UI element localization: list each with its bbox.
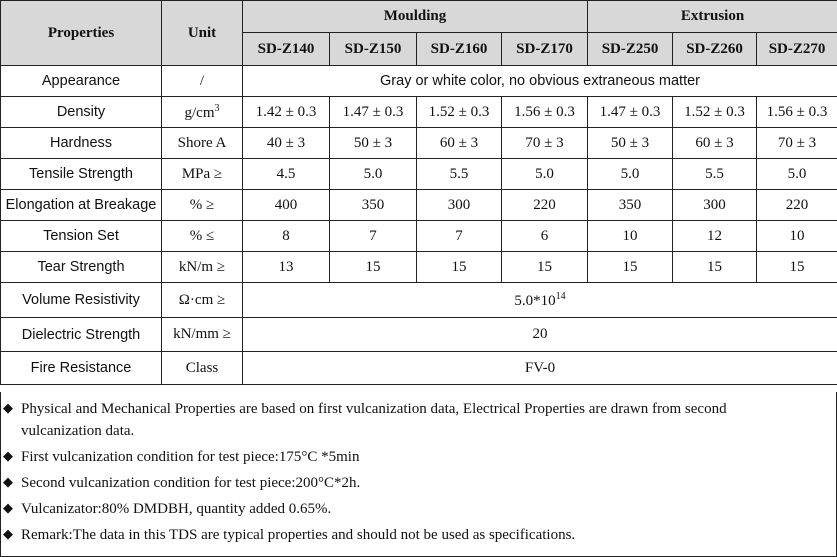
value-cell: 6 [502,221,588,252]
table-row [1,352,837,385]
unit-cell: kN/mm ≥ [162,318,243,352]
unit-cell: % ≥ [162,190,243,221]
value-cell: 220 [757,190,837,221]
spanned-value: FV-0 [243,352,837,385]
value-cell: 12 [673,221,757,252]
property-label: Density [1,97,162,128]
value-cell: 60 ± 3 [417,128,502,159]
property-label: Elongation at Breakage [1,190,162,221]
value-cell: 300 [417,190,502,221]
header-model: SD-Z270 [757,33,837,66]
value-cell: 400 [243,190,330,221]
value-cell: 300 [673,190,757,221]
header-model: SD-Z250 [588,33,673,66]
property-label: Appearance [1,66,162,97]
unit-cell: Class [162,352,243,385]
value-cell: 5.5 [417,159,502,190]
note-text: First vulcanization condition for test piece:175°C *5min [21,449,360,465]
header-model: SD-Z140 [243,33,330,66]
value-cell: 70 ± 3 [502,128,588,159]
unit-sup: 3 [214,102,220,114]
value-cell: 7 [330,221,417,252]
value-cell: 1.42 ± 0.3 [243,97,330,128]
value-cell: 1.47 ± 0.3 [330,97,417,128]
header-model: SD-Z170 [502,33,588,66]
diamond-icon: ◆ [3,527,13,542]
table-row [1,159,837,190]
diamond-icon: ◆ [3,475,13,490]
spanned-value: 20 [243,318,837,352]
value-cell: 8 [243,221,330,252]
table-row [1,252,837,283]
note-item [3,472,836,494]
table-row [1,318,837,352]
value-cell: 5.0 [757,159,837,190]
value-cell: 1.47 ± 0.3 [588,97,673,128]
value-cell: 15 [757,252,837,283]
value-cell: 15 [330,252,417,283]
header-properties: Properties [1,1,162,66]
value-cell: 15 [588,252,673,283]
table-row [1,97,837,128]
note-item [3,398,836,442]
value-cell: 5.0 [330,159,417,190]
unit-cell: MPa ≥ [162,159,243,190]
diamond-icon: ◆ [3,501,13,516]
table-row [1,283,837,318]
value-cell: 15 [673,252,757,283]
property-label: Hardness [1,128,162,159]
value-cell: 15 [417,252,502,283]
value-cell: 5.0 [502,159,588,190]
property-label: Tensile Strength [1,159,162,190]
spanned-value [243,283,837,318]
value-cell: 7 [417,221,502,252]
unit-cell [162,97,243,128]
note-text: Remark:The data in this TDS are typical properties and should not be used as specifications. [21,527,576,543]
value-cell: 50 ± 3 [330,128,417,159]
note-item [3,524,836,546]
unit-cell: / [162,66,243,97]
header-group-extrusion: Extrusion [588,1,837,33]
value-cell: 40 ± 3 [243,128,330,159]
unit-cell: kN/m ≥ [162,252,243,283]
property-label: Dielectric Strength [1,318,162,352]
table-row [1,128,837,159]
value-cell: 5.0 [588,159,673,190]
value-cell: 1.52 ± 0.3 [673,97,757,128]
header-unit: Unit [162,1,243,66]
diamond-icon: ◆ [3,449,13,464]
note-item [3,498,836,520]
value-cell: 13 [243,252,330,283]
unit-cell: Shore A [162,128,243,159]
unit-cell: Ω·cm ≥ [162,283,243,318]
value-cell: 50 ± 3 [588,128,673,159]
note-text: Second vulcanization condition for test piece:200°C*2h. [21,475,361,491]
header-model: SD-Z160 [417,33,502,66]
value-cell: 15 [502,252,588,283]
value-cell: 1.52 ± 0.3 [417,97,502,128]
property-label: Tension Set [1,221,162,252]
note-text: Physical and Mechanical Properties are based on first vulcanization data, Electrical Properties are drawn from second vulcanization data. [21,401,727,439]
unit-cell: % ≤ [162,221,243,252]
table-row [1,66,837,97]
value-cell: 1.56 ± 0.3 [757,97,837,128]
note-item [3,446,836,468]
table-row [1,190,837,221]
spanned-value: Gray or white color, no obvious extraneous matter [243,66,837,97]
value-cell: 10 [588,221,673,252]
property-label: Volume Resistivity [1,283,162,318]
value-cell: 1.56 ± 0.3 [502,97,588,128]
unit-base: g/cm [184,104,215,121]
header-model: SD-Z150 [330,33,417,66]
value-cell: 60 ± 3 [673,128,757,159]
value-cell: 220 [502,190,588,221]
note-text: Vulcanizator:80% DMDBH, quantity added 0.65%. [21,501,332,517]
value-cell: 4.5 [243,159,330,190]
value-base: 5.0*10 [514,292,556,309]
header-group-moulding: Moulding [243,1,588,33]
value-exponent: 14 [555,290,566,302]
value-cell: 5.5 [673,159,757,190]
property-label: Tear Strength [1,252,162,283]
value-cell: 10 [757,221,837,252]
diamond-icon: ◆ [3,401,13,416]
notes-section [0,392,837,557]
value-cell: 70 ± 3 [757,128,837,159]
value-cell: 350 [330,190,417,221]
table-row [1,221,837,252]
header-model: SD-Z260 [673,33,757,66]
property-label: Fire Resistance [1,352,162,385]
value-cell: 350 [588,190,673,221]
